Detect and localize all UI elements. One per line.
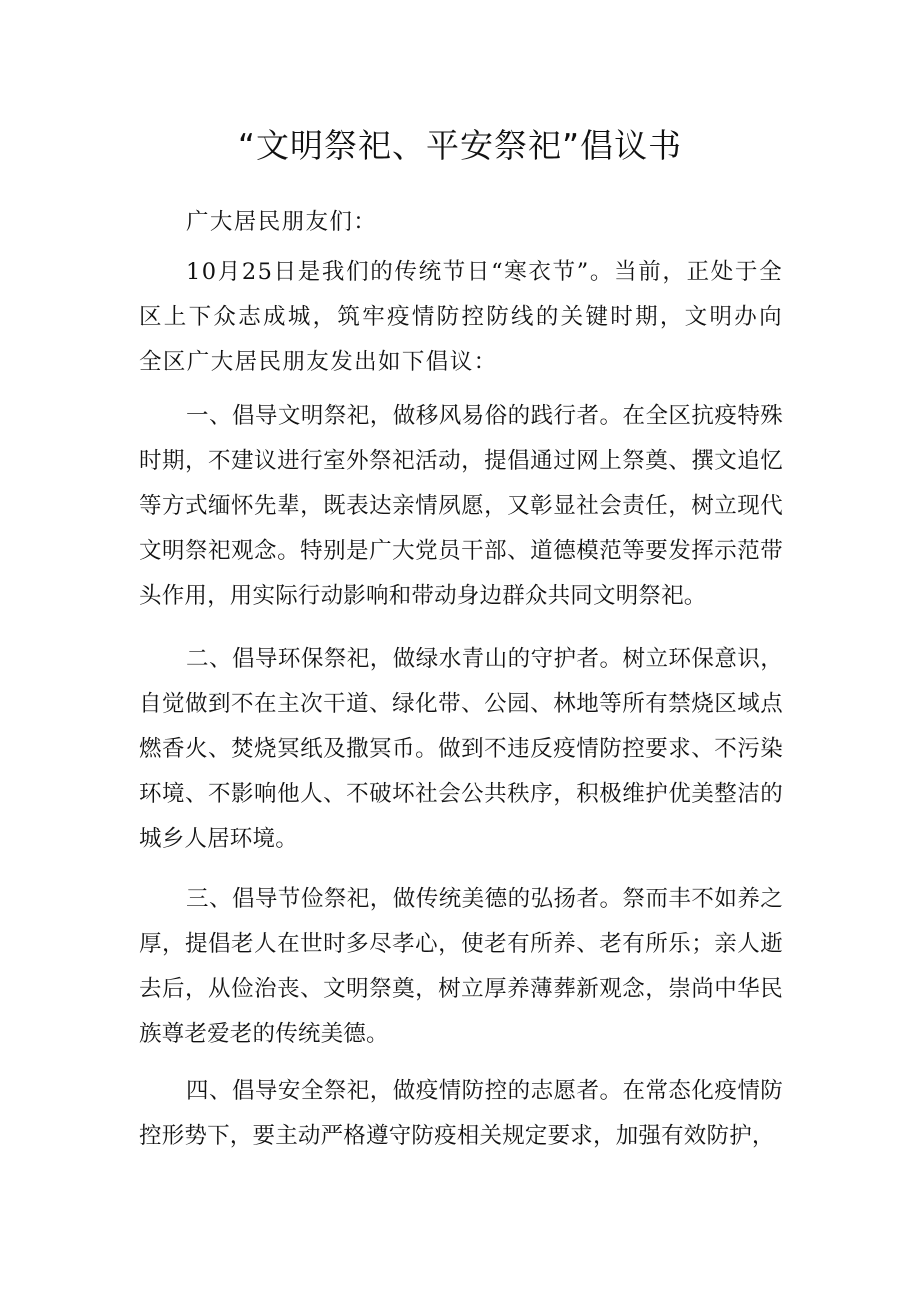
proposal-item-3: 三、倡导节俭祭祀，做传统美德的弘扬者。祭而丰不如养之厚，提倡老人在世时多尽孝心，使老有所养、老有所乐；亲人逝去后，从俭治丧、文明祭奠，树立厚养薄葬新观念，崇尚中华民族尊老爱老的传统美德。 bbox=[139, 886, 783, 1047]
salutation: 广大居民朋友们： bbox=[186, 209, 378, 235]
document-title: “文明祭祀、平安祭祀”倡议书 bbox=[237, 126, 683, 165]
proposal-item-2: 二、倡导环保祭祀，做绿水青山的守护者。树立环保意识，自觉做到不在主次干道、绿化带、公园、林地等所有禁烧区域点燃香火、焚烧冥纸及撒冥币。做到不违反疫情防控要求、不污染环境、不影响他人、不破坏社会公共秩序，积极维护优美整洁的城乡人居环境。 bbox=[139, 646, 783, 852]
proposal-item-1: 一、倡导文明祭祀，做移风易俗的践行者。在全区抗疫特殊时期，不建议进行室外祭祀活动，提倡通过网上祭奠、撰文追忆等方式缅怀先辈，既表达亲情夙愿，又彰显社会责任，树立现代文明祭祀观念。特别是广大党员干部、道德模范等要发挥示范带头作用，用实际行动影响和带动身边群众共同文明祭祀。 bbox=[139, 403, 783, 609]
intro-paragraph: 10月25日是我们的传统节日“寒衣节”。当前，正处于全区上下众志成城，筑牢疫情防控防线的关键时期，文明办向全区广大居民朋友发出如下倡议： bbox=[139, 259, 783, 375]
proposal-item-4: 四、倡导安全祭祀，做疫情防控的志愿者。在常态化疫情防控形势下，要主动严格遵守防疫相关规定要求，加强有效防护， bbox=[139, 1078, 783, 1149]
